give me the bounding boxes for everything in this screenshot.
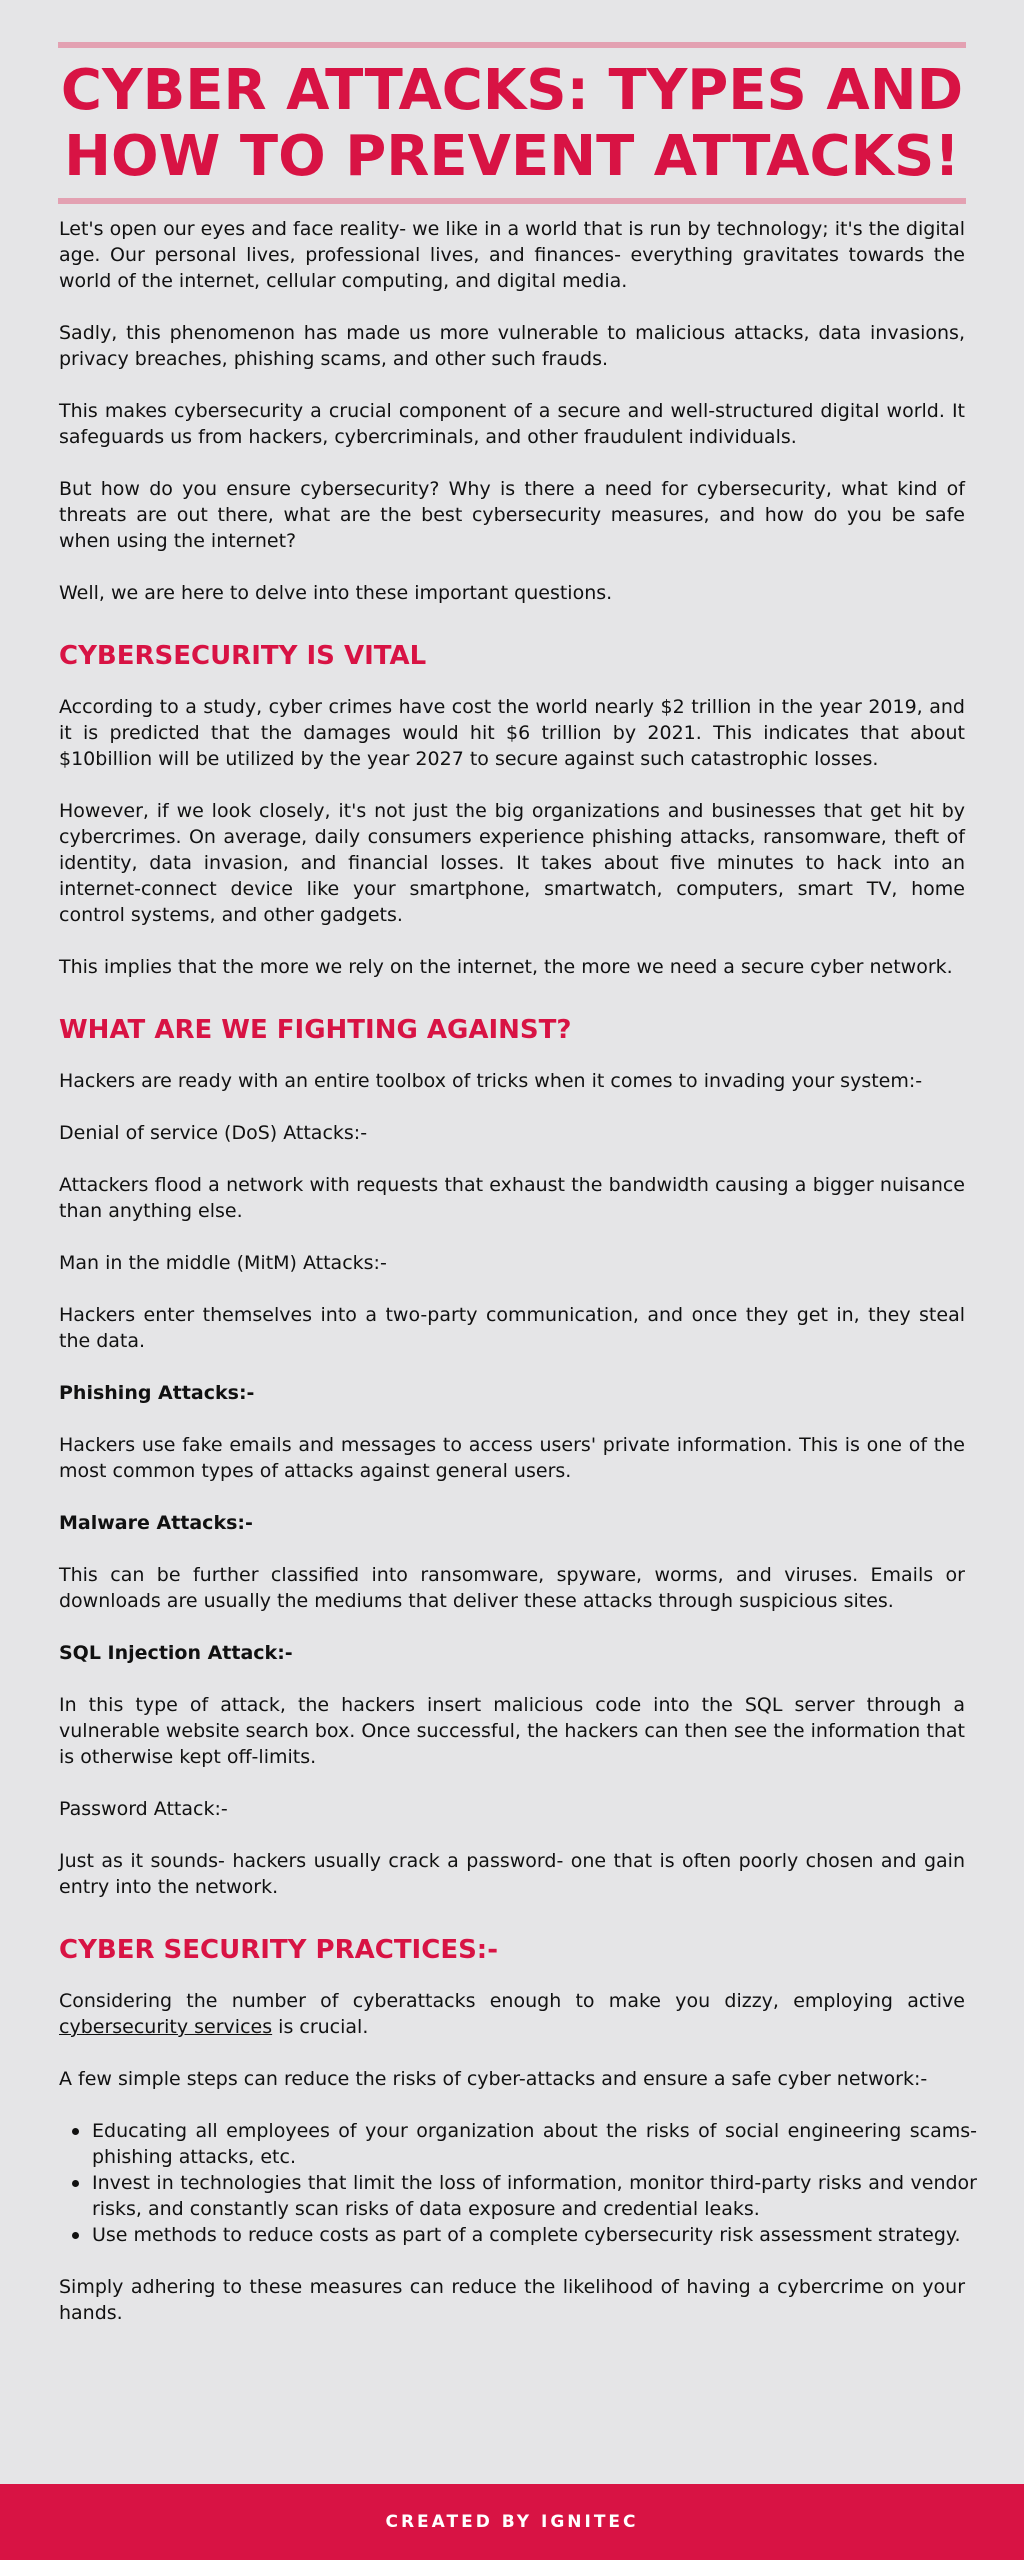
page-title [58, 48, 966, 198]
attack-description: Hackers enter themselves into a two-party communication, and once they get in, they steal the data. [59, 1304, 965, 1352]
practices-paragraph: A few simple steps can reduce the risks of cyber-attacks and ensure a safe cyber network:- [59, 2068, 928, 2090]
list-item [59, 2222, 977, 2248]
intro-paragraph: Sadly, this phenomenon has made us more vulnerable to malicious attacks, data invasions, privacy breaches, phishing scams, and other such frauds. [59, 322, 965, 370]
tips-list [59, 2118, 977, 2248]
attack-name: Malware Attacks:- [59, 1512, 253, 1534]
practices-text: is crucial. [272, 2016, 369, 2038]
footer-credit: CREATED BY IGNITEC [385, 2512, 639, 2532]
cybersecurity-services-link[interactable]: cybersecurity services [59, 2016, 273, 2038]
practices-paragraph [59, 1988, 965, 2040]
fighting-heading: WHAT ARE WE FIGHTING AGAINST? [59, 1015, 572, 1045]
attack-description: Hackers use fake emails and messages to access users' private information. This is one of the most common types of attacks against general users. [59, 1434, 965, 1482]
list-item [59, 2170, 977, 2222]
attack-description: In this type of attack, the hackers insert malicious code into the SQL server through a vulnerable website search box. Once successful, the hackers can then see the information that is otherwise kept off-limits. [59, 1694, 965, 1768]
tip-text: Use methods to reduce costs as part of a complete cybersecurity risk assessment strategy. [92, 2224, 961, 2246]
practices-section [59, 1934, 977, 2326]
bullet-icon [72, 2180, 79, 2187]
vital-paragraph: According to a study, cyber crimes have cost the world nearly $2 trillion in the year 2019, and it is predicted that the damages would hit $6 trillion by 2021. This indicates that about $10billion will be utilized by the year 2027 to secure against such catastrophic losses. [59, 696, 965, 770]
intro-paragraph: But how do you ensure cybersecurity? Why is there a need for cybersecurity, what kind of threats are out there, what are the best cybersecurity measures, and how do you be safe when using the internet? [59, 478, 965, 552]
attack-name: Phishing Attacks:- [59, 1382, 255, 1404]
intro-section [59, 216, 965, 606]
bullet-icon [72, 2128, 79, 2135]
title-line-2: HOW TO PREVENT ATTACKS! [64, 124, 960, 189]
title-block [58, 42, 966, 204]
list-item [59, 2118, 977, 2170]
closing-paragraph: Simply adhering to these measures can reduce the likelihood of having a cybercrime on your hands. [59, 2276, 965, 2324]
tip-text: Educating all employees of your organization about the risks of social engineering scams- phishing attacks, etc. [92, 2120, 977, 2168]
attack-description: Attackers flood a network with requests that exhaust the bandwidth causing a bigger nuisance than anything else. [59, 1174, 965, 1222]
attack-description: This can be further classified into ransomware, spyware, worms, and viruses. Emails or downloads are usually the mediums that deliver these attacks through suspicious sites. [59, 1564, 965, 1612]
attack-description: Just as it sounds- hackers usually crack a password- one that is often poorly chosen and gain entry into the network. [59, 1850, 965, 1898]
intro-paragraph: This makes cybersecurity a crucial component of a secure and well-structured digital world. It safeguards us from hackers, cybercriminals, and other fraudulent individuals. [59, 400, 965, 448]
attack-name: SQL Injection Attack:- [59, 1642, 293, 1664]
intro-paragraph: Well, we are here to delve into these important questions. [59, 582, 613, 604]
vital-paragraph: However, if we look closely, it's not just the big organizations and businesses that get hit by cybercrimes. On average, daily consumers experience phishing attacks, ransomware, theft of identity, data invasion, and financial losses. It takes about five minutes to hack into an internet-connect device like your smartphone, smartwatch, computers, smart TV, home control systems, and other gadgets. [59, 800, 965, 926]
footer-banner [0, 2484, 1024, 2560]
vital-heading: CYBERSECURITY IS VITAL [59, 641, 427, 671]
vital-section [59, 640, 965, 980]
practices-text: Considering the number of cyberattacks enough to make you dizzy, employing active [59, 1990, 965, 2012]
attack-name: Man in the middle (MitM) Attacks:- [59, 1252, 387, 1274]
bullet-icon [72, 2232, 79, 2239]
article-body [59, 216, 977, 2352]
title-bottom-rule [58, 198, 966, 204]
title-line-1: CYBER ATTACKS: TYPES AND [60, 58, 964, 123]
practices-heading: CYBER SECURITY PRACTICES:- [59, 1935, 498, 1965]
tip-text: Invest in technologies that limit the loss of information, monitor third-party risks and vendor risks, and constantly scan risks of data exposure and credential leaks. [92, 2172, 977, 2220]
intro-paragraph: Let's open our eyes and face reality- we like in a world that is run by technology; it's the digital age. Our personal lives, professional lives, and finances- everything gravitates towards the world of the internet, cellular computing, and digital media. [59, 218, 965, 292]
attack-name: Denial of service (DoS) Attacks:- [59, 1122, 368, 1144]
attack-name: Password Attack:- [59, 1798, 228, 1820]
fighting-intro: Hackers are ready with an entire toolbox of tricks when it comes to invading your system:- [59, 1070, 923, 1092]
vital-paragraph: This implies that the more we rely on the internet, the more we need a secure cyber network. [59, 956, 953, 978]
fighting-section [59, 1014, 965, 1900]
